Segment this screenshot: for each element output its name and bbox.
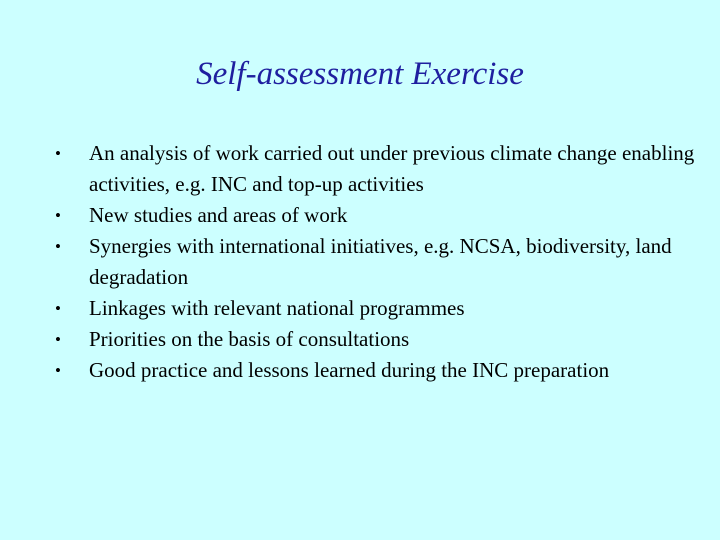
bullet-list (55, 138, 695, 386)
bullet-text: Synergies with international initiatives, e.g. NCSA, biodiversity, land degradation (89, 234, 672, 289)
bullet-item (55, 138, 695, 200)
bullet-icon: • (55, 206, 61, 225)
bullet-text: New studies and areas of work (89, 203, 348, 227)
bullet-item (55, 200, 695, 231)
slide-title: Self-assessment Exercise (196, 56, 524, 92)
bullet-icon: • (55, 361, 61, 380)
bullet-icon: • (55, 330, 61, 349)
bullet-text: Good practice and lessons learned during the INC preparation (89, 358, 610, 382)
bullet-item (55, 355, 695, 386)
bullet-text: Linkages with relevant national programmes (89, 296, 465, 320)
bullet-icon: • (55, 144, 61, 163)
bullet-item (55, 293, 695, 324)
bullet-text: Priorities on the basis of consultations (89, 327, 410, 351)
bullet-icon: • (55, 237, 61, 256)
bullet-icon: • (55, 299, 61, 318)
bullet-text: An analysis of work carried out under previous climate change enabling activities, e.g. INC and top-up activities (89, 141, 695, 196)
bullet-item (55, 324, 695, 355)
bullet-item (55, 231, 695, 293)
